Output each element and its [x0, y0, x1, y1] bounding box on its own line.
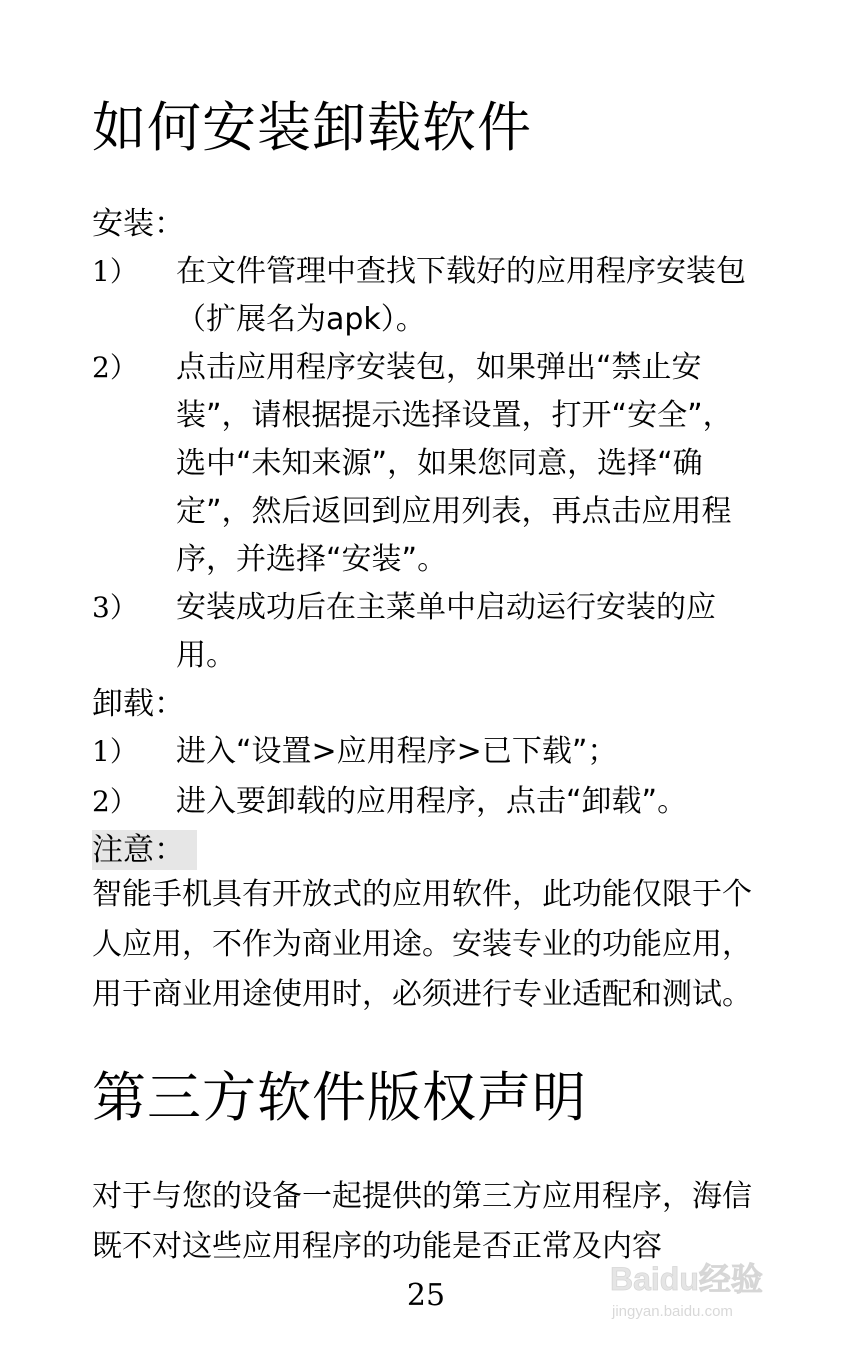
step-number: 2）: [92, 785, 138, 818]
uninstall-step-1: [92, 728, 762, 776]
copyright-text: 对于与您的设备一起提供的第三方应用程序，海信既不对这些应用程序的功能是否正常及内容: [92, 1179, 752, 1264]
section-title-copyright: 第三方软件版权声明: [92, 1066, 587, 1129]
step-text: 进入“设置>应用程序>已下载”；: [176, 734, 618, 769]
watermark-brand: Baidu经验: [610, 1261, 763, 1297]
step-number: 1）: [92, 255, 138, 288]
note-text: 智能手机具有开放式的应用软件，此功能仅限于个人应用，不作为商业用途。安装专业的功能应用，用于商业用途使用时，必须进行专业适配和测试。: [92, 877, 752, 1012]
uninstall-label: 卸载：: [92, 686, 185, 722]
install-step-2: [92, 344, 762, 584]
page-number: 25: [406, 1278, 446, 1313]
step-text: 在文件管理中查找下载好的应用程序安装包（扩展名为apk）。: [176, 254, 746, 337]
step-number: 3）: [92, 591, 138, 624]
step-text: 安装成功后在主菜单中启动运行安装的应用。: [176, 590, 716, 673]
step-number: 1）: [92, 735, 138, 768]
uninstall-step-2: [92, 778, 762, 826]
install-step-3: [92, 584, 762, 680]
step-text: 点击应用程序安装包，如果弹出“禁止安装”，请根据提示选择设置，打开“安全”，选中“未知来源”，如果您同意，选择“确定”，然后返回到应用列表，再点击应用程序，并选择“安装”。: [176, 350, 733, 577]
install-step-1: [92, 248, 762, 344]
note-label: 注意：: [92, 830, 197, 870]
step-text: 进入要卸载的应用程序，点击“卸载”。: [176, 784, 688, 819]
watermark-url: jingyan.baidu.com: [612, 1303, 733, 1320]
step-number: 2）: [92, 351, 138, 384]
install-label: 安装：: [92, 206, 185, 242]
section-title-install: 如何安装卸载软件: [92, 96, 532, 159]
